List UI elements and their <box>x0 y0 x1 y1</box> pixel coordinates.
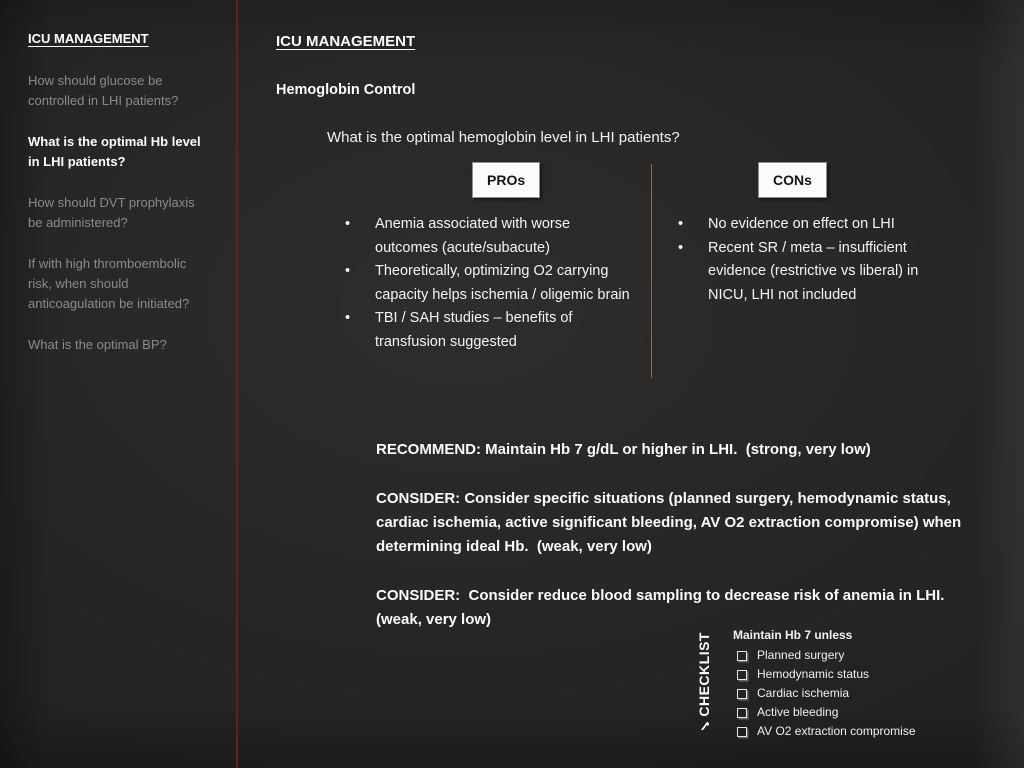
sidebar-item-optimal-hb: What is the optimal Hb level in LHI patients? <box>28 134 201 169</box>
pros-bullet-text: Theoretically, optimizing O2 carrying capacity helps ischemia / oligemic brain <box>375 263 630 303</box>
checklist-block <box>733 628 916 741</box>
recommend-statement: RECOMMEND: Maintain Hb 7 g/dL or higher in LHI. (strong, very low) <box>376 441 871 458</box>
pros-label-container <box>472 162 540 198</box>
cons-bullet-item <box>678 237 920 308</box>
section-subtitle: Hemoglobin Control <box>276 82 416 98</box>
pros-list <box>345 213 633 354</box>
checklist-item-text: Cardiac ischemia <box>757 686 850 700</box>
bullet-icon: • <box>678 239 684 256</box>
consider-statement-2: CONSIDER: Consider reduce blood sampling to decrease risk of anemia in LHI. (weak, very low) <box>376 587 949 628</box>
checklist-item-text: Planned surgery <box>757 648 845 662</box>
checkbox-icon <box>737 708 747 718</box>
check-icon: ✓ <box>696 717 712 734</box>
cons-label-container <box>758 162 827 198</box>
pros-bullet-item <box>345 213 633 260</box>
sidebar-item-dvt-prophylaxis: How should DVT prophylaxis be administered? <box>28 195 195 230</box>
question-text: What is the optimal hemoglobin level in LHI patients? <box>327 129 680 146</box>
pros-bullet-text: TBI / SAH studies – benefits of transfusion suggested <box>375 310 573 350</box>
sidebar <box>28 30 204 376</box>
pros-cons-divider-line <box>651 164 652 378</box>
cons-label: CONs <box>758 162 827 198</box>
checkbox-icon <box>737 670 747 680</box>
bullet-icon: • <box>345 216 351 232</box>
bullet-icon: • <box>678 216 684 232</box>
checklist-header: Maintain Hb 7 unless <box>733 628 853 642</box>
checklist-item-text: AV O2 extraction compromise <box>757 724 916 738</box>
bullet-icon: • <box>345 263 351 279</box>
cons-list <box>678 213 920 307</box>
pros-bullet-item <box>345 307 633 354</box>
checklist-item <box>733 646 916 665</box>
sidebar-title: ICU MANAGEMENT <box>28 31 149 46</box>
cons-bullet-item <box>678 213 920 237</box>
checkbox-icon <box>737 689 747 699</box>
cons-bullet-text: No evidence on effect on LHI <box>708 216 895 232</box>
pros-label: PROs <box>472 162 540 198</box>
checklist-item <box>733 722 916 741</box>
checklist-item-text: Active bleeding <box>757 705 839 719</box>
sidebar-item-anticoagulation: If with high thromboembolic risk, when should anticoagulation be initiated? <box>28 256 190 311</box>
sidebar-item-glucose: How should glucose be controlled in LHI patients? <box>28 73 179 108</box>
checklist-vertical-text: CHECKLIST <box>696 632 712 718</box>
page-title: ICU MANAGEMENT <box>276 33 416 50</box>
checklist-item-text: Hemodynamic status <box>757 667 870 681</box>
pros-bullet-item <box>345 260 633 307</box>
recommendations-block <box>376 438 980 657</box>
pros-bullet-text: Anemia associated with worse outcomes (acute/subacute) <box>375 216 571 256</box>
sidebar-divider-line <box>236 0 238 768</box>
cons-bullet-text: Recent SR / meta – insufficient evidence (restrictive vs liberal) in NICU, LHI not included <box>708 239 919 303</box>
consider-statement-1: CONSIDER: Consider specific situations (planned surgery, hemodynamic status, cardiac ischemia, active significant bleeding, AV O2 extraction compromise) when determining ideal Hb. (weak, very low) <box>376 490 966 555</box>
checklist-vertical-label-container <box>696 624 712 742</box>
bullet-icon: • <box>345 310 351 326</box>
checklist-item <box>733 665 916 684</box>
checklist-vertical-label <box>696 632 712 733</box>
checkbox-icon <box>737 651 747 661</box>
checklist-item <box>733 703 916 722</box>
checklist-item <box>733 684 916 703</box>
sidebar-item-optimal-bp: What is the optimal BP? <box>28 337 167 352</box>
checkbox-icon <box>737 727 747 737</box>
